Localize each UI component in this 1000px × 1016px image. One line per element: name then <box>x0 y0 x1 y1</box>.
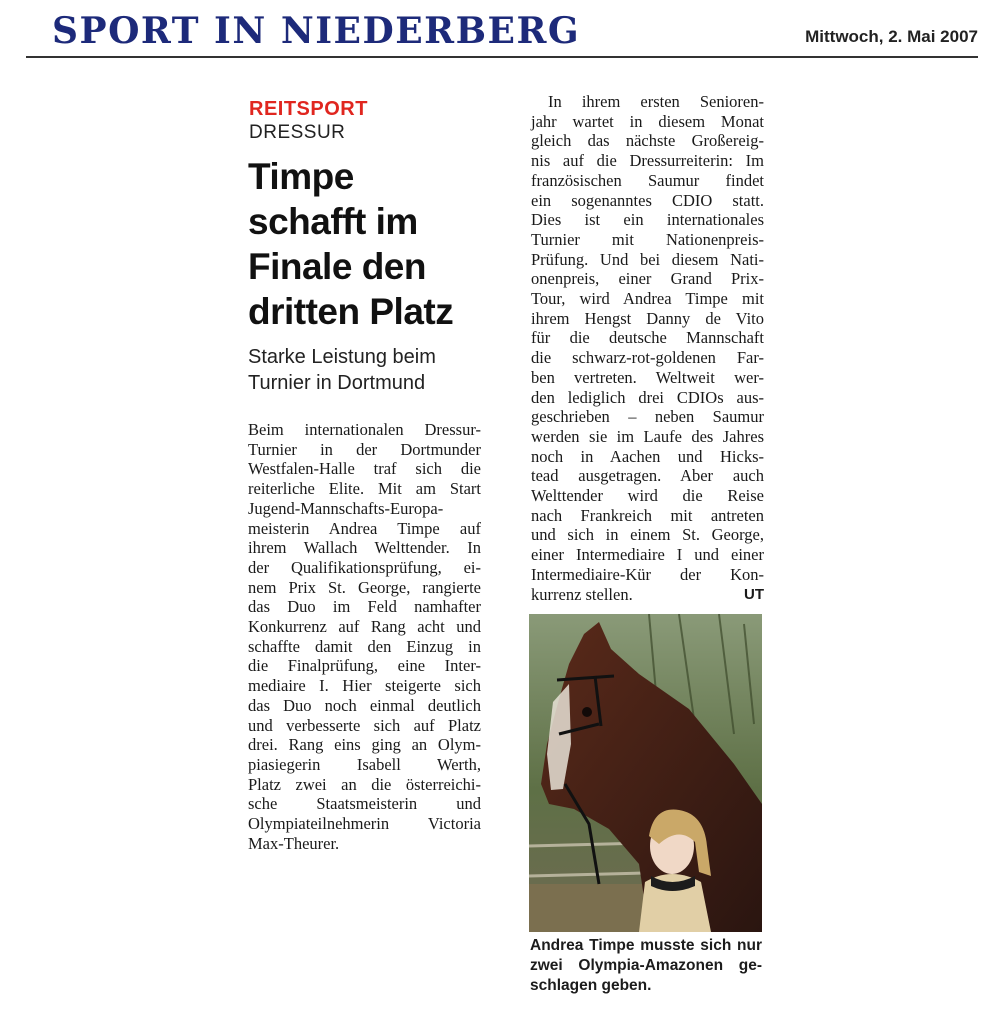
body-line: schaffte damit den Einzug in <box>248 636 481 656</box>
body-line: onenpreis, einer Grand Prix- <box>531 269 764 289</box>
body-line: In ihrem ersten Senioren- <box>548 92 764 111</box>
body-line: piasiegerin Isabell Werth, <box>248 754 481 774</box>
caption-line: schlagen geben. <box>530 977 652 994</box>
masthead-title: SPORT IN NIEDERBERG <box>52 10 581 52</box>
body-line: für die deutsche Mannschaft <box>531 328 764 348</box>
body-line: der Qualifikationsprüfung, ei- <box>248 557 481 577</box>
body-line: Dies ist ein internationales <box>531 210 764 230</box>
deck-line: Turnier in Dortmund <box>248 372 426 394</box>
body-line: ihrem Hengst Danny de Vito <box>531 308 764 328</box>
caption-line: Andrea Timpe musste sich nur <box>530 937 762 954</box>
body-line: reiterliche Elite. Mit am Start <box>248 479 481 499</box>
body-line: Tour, wird Andrea Timpe mit <box>531 289 764 309</box>
headline-line: Timpe <box>248 156 354 197</box>
section-kicker: REITSPORT <box>249 98 368 120</box>
section-subkicker: DRESSUR <box>249 122 346 143</box>
body-line: Olympiateilnehmerin Victoria <box>248 814 481 834</box>
body-line: ein sogenanntes CDIO statt. <box>531 190 764 210</box>
deck-line: Starke Leistung beim <box>248 346 436 368</box>
body-line: gleich das nächste Großereig- <box>531 131 764 151</box>
headline-line: dritten Platz <box>248 291 454 332</box>
body-line: Prüfung. Und bei diesem Nati- <box>531 249 764 269</box>
header-rule <box>26 56 978 58</box>
body-line: Turnier mit Nationenpreis- <box>531 229 764 249</box>
closing-line <box>531 585 764 605</box>
body-line: Konkurrenz auf Rang acht und <box>248 617 481 637</box>
body-line: meisterin Andrea Timpe auf <box>248 518 481 538</box>
article-headline <box>248 154 518 334</box>
body-line: nem Prix St. George, rangierte <box>248 577 481 597</box>
article-photo <box>529 614 762 932</box>
body-line: ben vertreten. Weltweit wer- <box>531 367 764 387</box>
body-line: noch in Aachen und Hicks- <box>531 446 764 466</box>
body-line: sche Staatsmeisterin und <box>248 794 481 814</box>
caption-line: zwei Olympia-Amazonen ge- <box>530 957 762 974</box>
issue-date: Mittwoch, 2. Mai 2007 <box>805 27 978 46</box>
author-initials: UT <box>744 585 764 603</box>
body-line: jahr wartet in diesem Monat <box>531 111 764 131</box>
body-line: Beim internationalen Dressur- <box>248 420 481 439</box>
body-line: die Finalprüfung, eine Inter- <box>248 656 481 676</box>
body-line: mediaire I. Hier steigerte sich <box>248 676 481 696</box>
body-line: nis auf die Dressurreiterin: Im <box>531 151 764 171</box>
horse-rider-photo <box>529 614 762 932</box>
body-line: Westfalen-Halle traf sich die <box>248 459 481 479</box>
body-line: Intermediaire-Kür der Kon- <box>531 564 764 584</box>
body-line: geschrieben – neben Saumur <box>531 407 764 427</box>
body-line: drei. Rang eins ging an Olym- <box>248 735 481 755</box>
body-line: das Duo noch einmal deutlich <box>248 695 481 715</box>
body-line: kurrenz stellen. <box>531 584 633 604</box>
body-column-1 <box>248 420 481 853</box>
body-line: werden sie im Laufe des Jahres <box>531 426 764 446</box>
body-line: ihrem Wallach Welttender. In <box>248 538 481 558</box>
body-line: nach Frankreich mit antreten <box>531 505 764 525</box>
photo-caption <box>530 936 762 996</box>
body-line: und verbesserte sich auf Platz <box>248 715 481 735</box>
body-line: Turnier in der Dortmunder <box>248 439 481 459</box>
body-line: Max-Theurer. <box>248 833 340 853</box>
body-line: Platz zwei an die österreichi- <box>248 774 481 794</box>
body-line: tead ausgetragen. Aber auch <box>531 466 764 486</box>
body-column-2 <box>531 92 764 604</box>
article-deck <box>248 344 518 396</box>
body-line: Welttender wird die Reise <box>531 486 764 506</box>
body-line: einer Intermediaire I und einer <box>531 545 764 565</box>
body-line: französischen Saumur findet <box>531 170 764 190</box>
body-line: den lediglich drei CDIOs aus- <box>531 387 764 407</box>
body-line: das Duo im Feld namhafter <box>248 597 481 617</box>
body-line: und sich in einem St. George, <box>531 525 764 545</box>
body-line: Jugend-Mannschafts-Europa- <box>248 498 444 518</box>
body-line: die schwarz-rot-goldenen Far- <box>531 348 764 368</box>
headline-line: Finale den <box>248 246 426 287</box>
headline-line: schafft im <box>248 201 418 242</box>
